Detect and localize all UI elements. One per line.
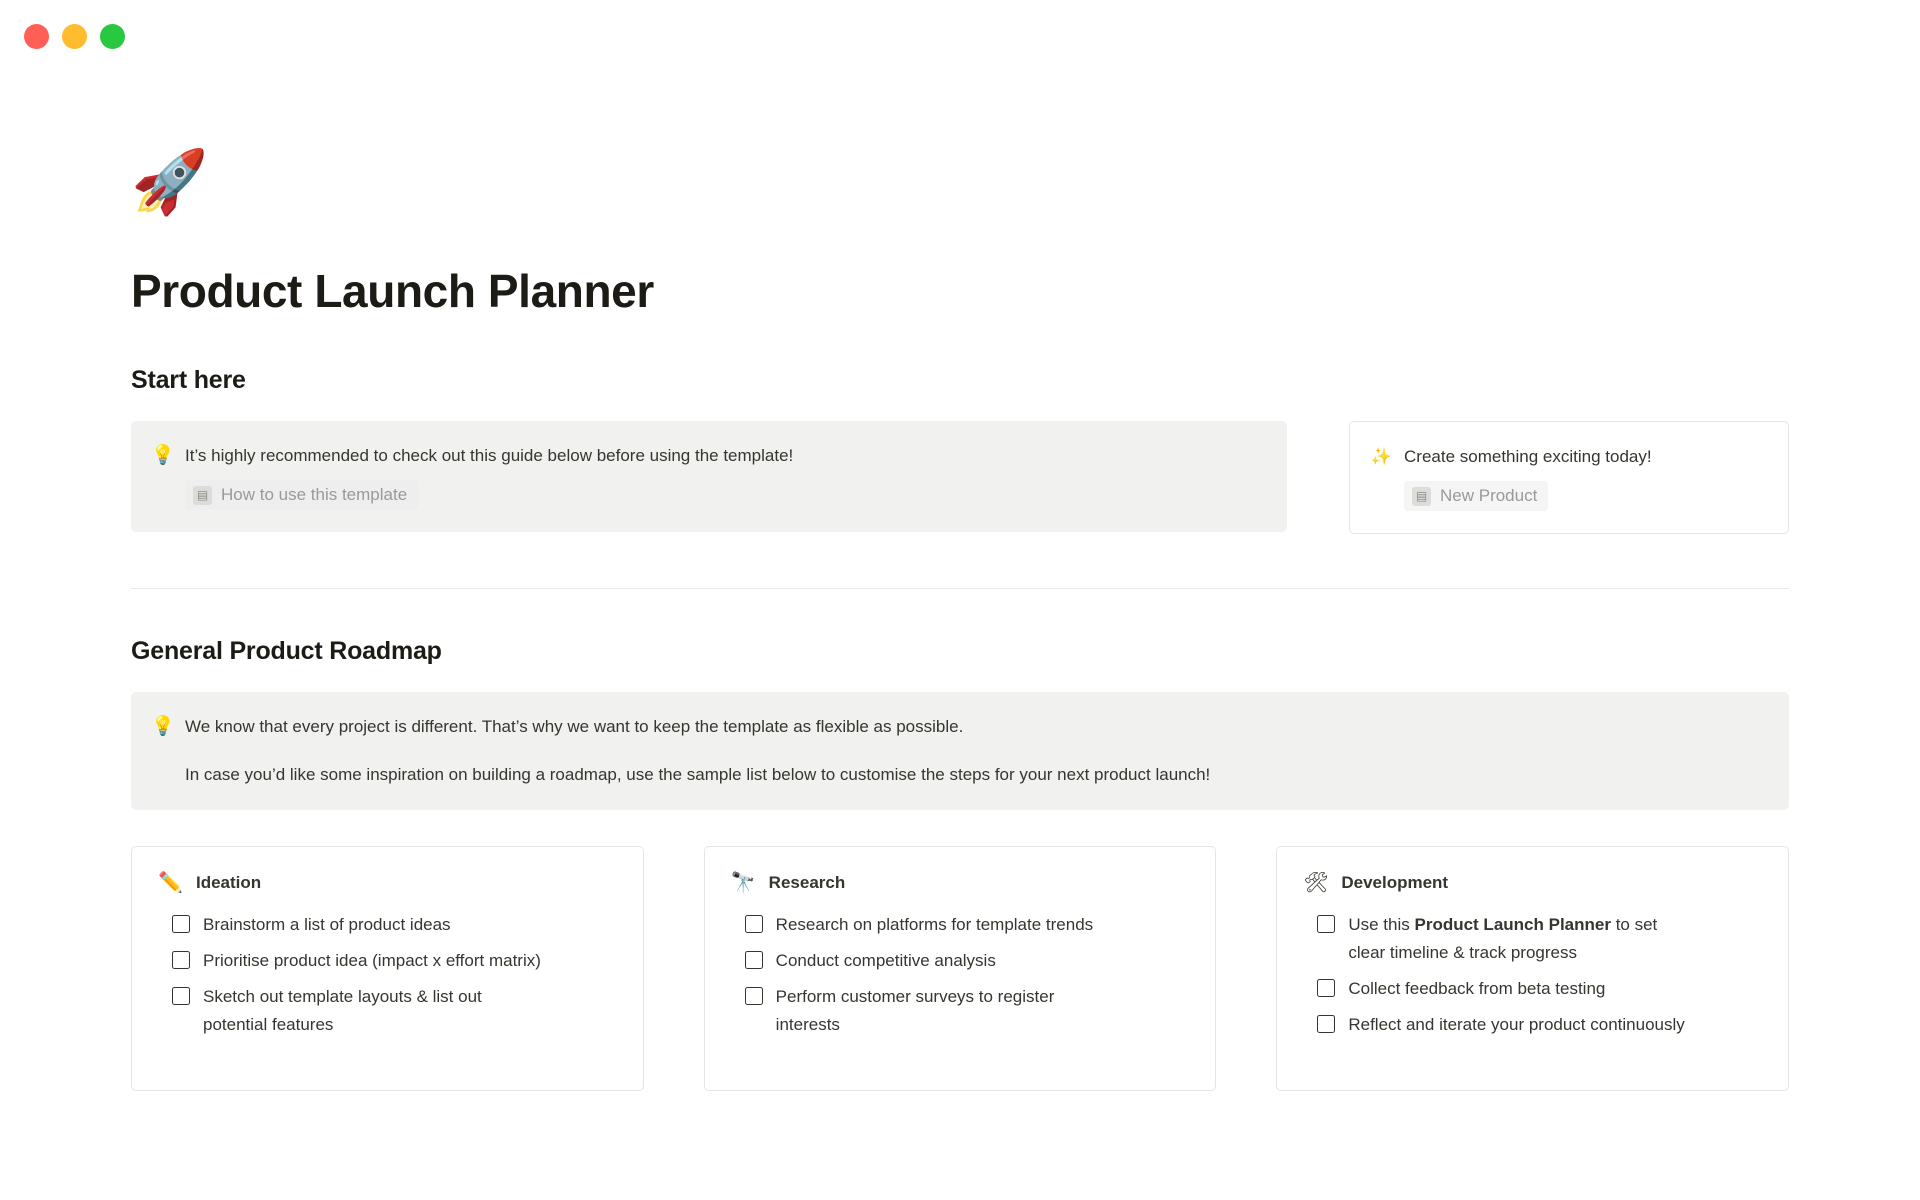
todo-label: Conduct competitive analysis — [775, 951, 996, 970]
bulb-icon: ▤ — [1412, 487, 1431, 506]
roadmap-cards — [131, 846, 1789, 1091]
close-window-button[interactable] — [24, 24, 49, 49]
roadmap-callout-paragraph-1: We know that every project is different. That’s why we want to keep the template as flexible as possible. — [185, 717, 964, 736]
todo-item[interactable] — [172, 943, 617, 979]
new-product-link[interactable] — [1404, 481, 1548, 511]
rocket-icon: 🚀 — [131, 148, 209, 217]
page-title[interactable]: Product Launch Planner — [131, 265, 654, 317]
todo-checkbox[interactable] — [745, 987, 763, 1005]
lightbulb-icon: 💡 — [151, 716, 175, 737]
todo-label: Perform customer surveys to register interests — [775, 987, 1055, 1034]
section-divider — [131, 588, 1789, 589]
todo-label: Research on platforms for template trends — [775, 915, 1094, 934]
todo-checkbox[interactable] — [172, 951, 190, 969]
start-here-row — [131, 421, 1789, 534]
roadmap-callout — [131, 692, 1789, 810]
document-icon: ▤ — [193, 486, 212, 505]
roadmap-card-ideation — [131, 846, 644, 1091]
todo-item[interactable] — [1317, 971, 1762, 1007]
card-title: Development — [1341, 873, 1449, 892]
maximize-window-button[interactable] — [100, 24, 125, 49]
todo-label: Brainstorm a list of product ideas — [203, 915, 451, 934]
section-heading-start-here: Start here — [131, 366, 246, 394]
todo-checkbox[interactable] — [745, 951, 763, 969]
card-title: Research — [768, 873, 846, 892]
todo-item[interactable] — [745, 943, 1190, 979]
todo-item[interactable] — [745, 979, 1190, 1043]
todo-checkbox[interactable] — [1317, 915, 1335, 933]
new-product-card-text: Create something exciting today! — [1404, 447, 1652, 466]
todo-item[interactable] — [745, 907, 1190, 943]
guide-callout — [131, 421, 1287, 532]
todo-label: Collect feedback from beta testing — [1348, 979, 1606, 998]
section-heading-roadmap: General Product Roadmap — [131, 637, 442, 665]
window-title-bar — [0, 0, 1920, 72]
todo-item[interactable] — [1317, 907, 1762, 971]
card-title: Ideation — [196, 873, 262, 892]
todo-checkbox[interactable] — [172, 987, 190, 1005]
roadmap-card-development — [1276, 846, 1789, 1091]
document-page — [0, 144, 1920, 1091]
how-to-use-template-link[interactable] — [185, 480, 418, 510]
todo-label: Reflect and iterate your product continuously — [1348, 1015, 1685, 1034]
new-product-card — [1349, 421, 1789, 534]
lightbulb-icon: 💡 — [151, 445, 175, 466]
todo-checkbox[interactable] — [1317, 1015, 1335, 1033]
todo-checkbox[interactable] — [172, 915, 190, 933]
hammer-icon: 🛠 — [1303, 872, 1329, 894]
roadmap-callout-paragraph-2: In case you’d like some inspiration on building a roadmap, use the sample list below to customise the steps for your next product launch! — [185, 765, 1211, 784]
roadmap-card-research — [704, 846, 1217, 1091]
todo-checkbox[interactable] — [1317, 979, 1335, 997]
todo-label: Use this Product Launch Planner to set clear timeline & track progress — [1348, 915, 1658, 962]
todo-item[interactable] — [172, 979, 617, 1043]
sparkles-icon: ✨ — [1370, 447, 1392, 466]
how-to-use-template-label: How to use this template — [221, 485, 408, 504]
pencil-icon: ✏️ — [158, 872, 183, 894]
binoculars-icon: 🔭 — [730, 872, 756, 894]
todo-label: Sketch out template layouts & list out potential features — [203, 987, 482, 1034]
new-product-label: New Product — [1440, 486, 1538, 505]
todo-item[interactable] — [1317, 1007, 1762, 1043]
minimize-window-button[interactable] — [62, 24, 87, 49]
todo-label: Prioritise product idea (impact x effort matrix) — [203, 951, 541, 970]
todo-checkbox[interactable] — [745, 915, 763, 933]
guide-callout-text: It’s highly recommended to check out this guide below before using the template! — [185, 446, 794, 465]
todo-item[interactable] — [172, 907, 617, 943]
